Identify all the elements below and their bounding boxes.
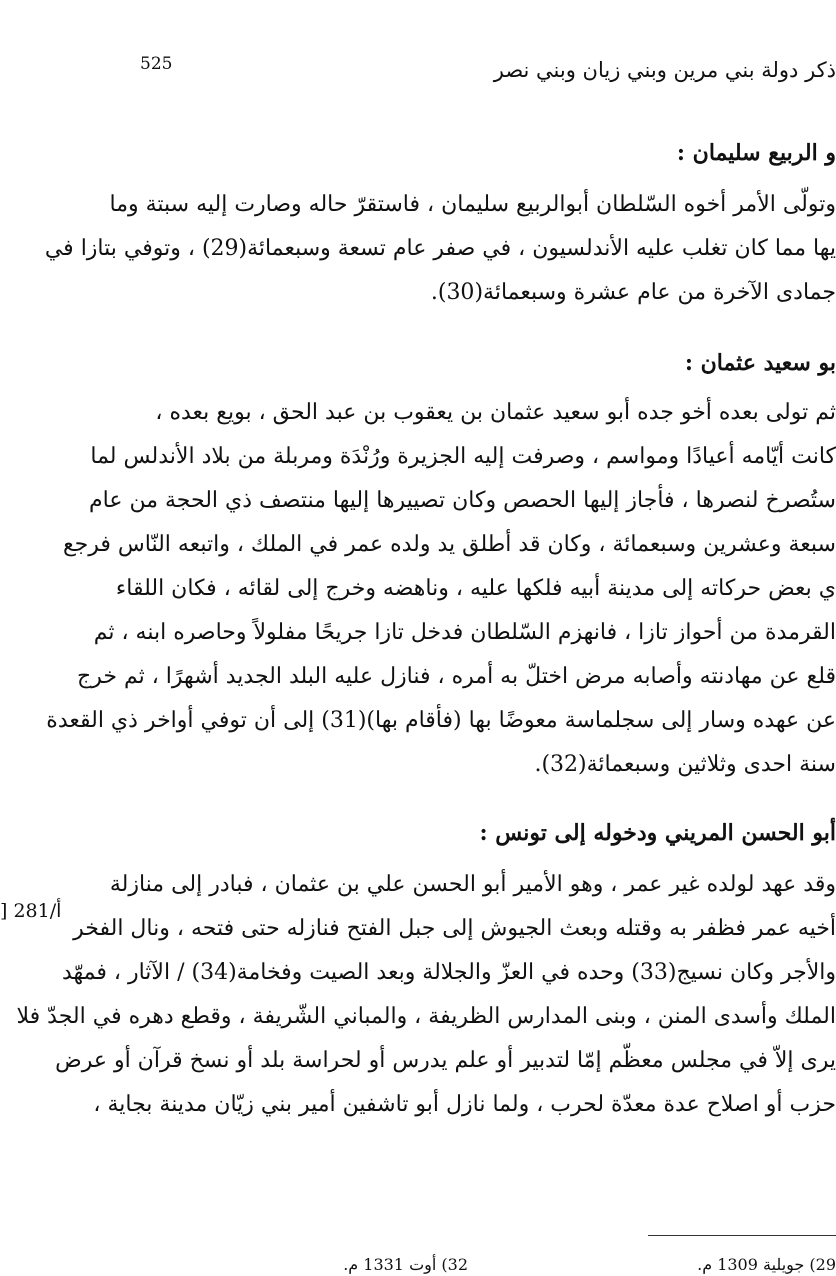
running-title: ذكر دولة بني مرين وبني زيان وبني نصر	[493, 58, 836, 82]
text-line: جمادى الآخرة من عام عشرة وسبعمائة(30).	[430, 280, 836, 305]
text-line: الملك وأسدى المنن ، وبنى المدارس الظريفة ، والمباني الشّريفة ، وقطع دهره في الجدّ فلا	[16, 1004, 836, 1029]
text-line: والأجر وكان نسيج(33) وحده في العزّ والجلالة وبعد الصيت وفخامة(34) / الآثار ، فمهّد	[61, 960, 836, 985]
text-line: وتولّى الأمر أخوه السّلطان أبوالربيع سليمان ، فاستقرّ حاله وصارت إليه سبتة وما	[109, 192, 836, 217]
text-line: عن عهده وسار إلى سجلماسة معوضًا بها (فأقام بها)(31) إلى أن توفي أواخر ذي القعدة	[46, 708, 836, 733]
page-number: 525	[140, 54, 173, 74]
footnote-rule	[648, 1235, 836, 1236]
text-line: سبعة وعشرين وسبعمائة ، وكان قد أطلق يد ولده عمر في الملك ، واتبعه النّاس فرجع	[62, 532, 836, 557]
text-line: ستُصرخ لنصرها ، فأجاز إليها الحصص وكان تصييرها إليها منتصف ذي الحجة من عام	[89, 488, 836, 513]
text-line: ي بعض حركاته إلى مدينة أبيه فلكها عليه ، وناهضه وخرج إلى لقائه ، فكان اللقاء	[115, 576, 836, 601]
footnote: 29) جويلية 1309 م.	[697, 1255, 836, 1274]
text-line: ثم تولى بعده أخو جده أبو سعيد عثمان بن يعقوب بن عبد الحق ، بويع بعده ،	[155, 400, 836, 425]
section-heading: بو سعيد عثمان :	[684, 350, 836, 376]
text-line: كانت أيّامه أعيادًا ومواسم ، وصرفت إليه الجزيرة ورُنْدَة ومربلة من بلاد الأندلس لما	[90, 444, 836, 469]
footnote: 32) أوت 1331 م.	[343, 1255, 468, 1274]
text-line: قلع عن مهادنته وأصابه مرض اختلّ به أمره ، فنازل عليه البلد الجديد أشهرًا ، ثم خرج	[77, 664, 836, 689]
text-line: سنة احدى وثلاثين وسبعمائة(32).	[534, 752, 836, 777]
section-heading: و الربيع سليمان :	[676, 140, 836, 166]
text-line: يها مما كان تغلب عليه الأندلسيون ، في صفر عام تسعة وسبعمائة(29) ، وتوفي بتازا في	[44, 236, 836, 261]
text-line: أخيه عمر فظفر به وقتله وبعث الجيوش إلى جبل الفتح فنازله حتى فتحه ، ونال الفخر	[73, 916, 836, 941]
margin-folio-ref: ] 281/أ	[0, 900, 62, 922]
text-line: وقد عهد لولده غير عمر ، وهو الأمير أبو الحسن علي بن عثمان ، فبادر إلى منازلة	[109, 872, 836, 897]
text-line: يرى إلاّ في مجلس معظّم إمّا لتدبير أو علم يدرس أو لحراسة بلد أو نسخ قرآن أو عرض	[55, 1048, 836, 1073]
section-heading: أبو الحسن المريني ودخوله إلى تونس :	[479, 820, 836, 846]
text-line: القرمدة من أحواز تازا ، فانهزم السّلطان فدخل تازا جريحًا مفلولاً وحاصره ابنه ، ثم	[93, 620, 836, 645]
text-line: حزب أو اصلاح عدة معدّة لحرب ، ولما نازل أبو تاشفين أمير بني زيّان مدينة بجاية ،	[93, 1092, 836, 1117]
